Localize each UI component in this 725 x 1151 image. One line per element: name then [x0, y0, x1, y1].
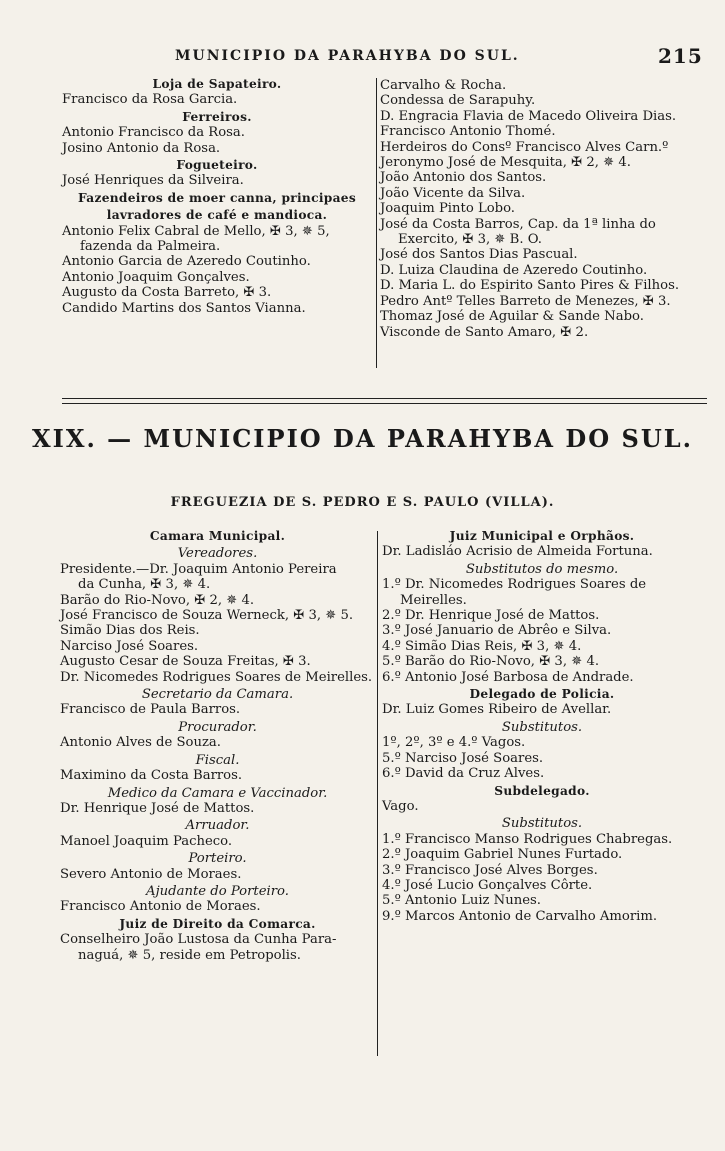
bottom-left-line: Presidente.—Dr. Joaquim Antonio Pereira [60, 561, 337, 577]
bottom-right-line: 2.º Joaquim Gabriel Nunes Furtado. [382, 847, 623, 863]
top-left-line: fazenda da Palmeira. [80, 239, 221, 255]
bottom-right-subheading: Substitutos do mesmo. [465, 561, 619, 577]
bottom-left-line: Augusto Cesar de Souza Freitas, ✠ 3. [60, 654, 311, 670]
bottom-left-subheading: Procurador. [178, 719, 257, 735]
bottom-left-heading: Camara Municipal. [149, 529, 286, 543]
bottom-left-line: Dr. Nicomedes Rodrigues Soares de Meirelles. [60, 669, 373, 685]
bottom-left-column [60, 529, 375, 963]
page-number: 215 [658, 44, 703, 68]
top-left-heading: Ferreiros. [182, 109, 252, 124]
bottom-right-heading: Subdelegado. [494, 783, 590, 798]
top-right-line: Joaquim Pinto Lobo. [380, 201, 515, 217]
top-left-line: Candido Martins dos Santos Vianna. [62, 300, 306, 316]
column-divider-bottom [377, 531, 378, 1056]
bottom-right-heading: Delegado de Policia. [469, 687, 615, 702]
bottom-right-line: 5.º Barão do Rio-Novo, ✠ 3, ✵ 4. [382, 654, 600, 670]
bottom-left-line: Severo Antonio de Moraes. [60, 866, 242, 882]
bottom-right-line: Meirelles. [400, 592, 467, 608]
top-left-heading: Fazendeiros de moer canna, principaes [78, 190, 356, 205]
top-left-line: Augusto da Costa Barreto, ✠ 3. [62, 285, 272, 301]
bottom-left-subheading: Medico da Camara e Vaccinador. [107, 785, 328, 801]
bottom-right-line: Dr. Luiz Gomes Ribeiro de Avellar. [382, 702, 612, 718]
bottom-left-line: José Francisco de Souza Werneck, ✠ 3, ✵ 5. [60, 608, 354, 624]
top-left-line: Josino Antonio da Rosa. [62, 140, 221, 156]
top-right-line: Pedro Antº Telles Barreto de Menezes, ✠ 3. [380, 293, 671, 309]
bottom-left-line: Narciso José Soares. [60, 638, 199, 654]
bottom-right-line: 6.º Antonio José Barbosa de Andrade. [382, 669, 634, 685]
bottom-left-subheading: Ajudante do Porteiro. [146, 883, 289, 899]
bottom-left-heading: Juiz de Direito da Comarca. [119, 916, 316, 931]
top-right-line: Thomaz José de Aguilar & Sande Nabo. [380, 309, 644, 325]
top-left-column [62, 77, 372, 316]
top-right-line: José da Costa Barros, Cap. da 1ª linha do [380, 216, 656, 232]
bottom-right-subheading: Substitutos. [501, 816, 583, 832]
running-head: MUNICIPIO DA PARAHYBA DO SUL. [175, 48, 520, 64]
bottom-right-heading: Juiz Municipal e Orphãos. [449, 529, 635, 543]
top-left-heading: Fogueteiro. [176, 158, 258, 173]
top-right-line: Jeronymo José de Mesquita, ✠ 2, ✵ 4. [380, 155, 631, 171]
top-right-line: João Vicente da Silva. [380, 185, 526, 201]
bottom-left-line: naguá, ✵ 5, reside em Petropolis. [78, 947, 301, 963]
bottom-right-subheading: Substitutos. [501, 719, 583, 735]
top-right-line: Exercito, ✠ 3, ✵ B. O. [398, 232, 542, 248]
bottom-right-line: Vago. [382, 798, 419, 814]
top-left-line: Antonio Joaquim Gonçalves. [62, 269, 250, 285]
top-left-line: Antonio Garcia de Azeredo Coutinho. [62, 254, 311, 270]
bottom-left-line: da Cunha, ✠ 3, ✵ 4. [78, 577, 211, 593]
section-title: XIX. — MUNICIPIO DA PARAHYBA DO SUL. [32, 424, 693, 453]
bottom-right-line: 3.º José Januario de Abrêo e Silva. [382, 623, 612, 639]
double-rule-bottom [62, 403, 707, 404]
top-left-line: Antonio Francisco da Rosa. [62, 125, 245, 141]
top-left-line: Francisco da Rosa Garcia. [62, 92, 238, 108]
bottom-left-line: Maximino da Costa Barros. [60, 768, 243, 784]
bottom-right-line: 5.º Narciso José Soares. [382, 750, 544, 766]
bottom-left-subheading: Porteiro. [188, 851, 247, 867]
top-right-line: José dos Santos Dias Pascual. [380, 247, 578, 263]
bottom-left-line: Conselheiro João Lustosa da Cunha Para- [60, 932, 337, 948]
bottom-right-line: 5.º Antonio Luiz Nunes. [382, 893, 541, 909]
bottom-right-line: Dr. Ladisláo Acrisio de Almeida Fortuna. [382, 544, 653, 560]
bottom-right-column [382, 529, 702, 924]
top-right-column [380, 78, 700, 340]
bottom-left-subheading: Fiscal. [195, 752, 240, 768]
bottom-left-subheading: Vereadores. [177, 546, 258, 562]
bottom-right-line: 4.º Simão Dias Reis, ✠ 3, ✵ 4. [382, 638, 582, 654]
top-right-line: Carvalho & Rocha. [380, 78, 507, 93]
bottom-right-line: 9.º Marcos Antonio de Carvalho Amorim. [382, 908, 658, 924]
bottom-left-line: Antonio Alves de Souza. [60, 735, 221, 751]
bottom-left-line: Manoel Joaquim Pacheco. [60, 833, 233, 849]
bottom-left-line: Dr. Henrique José de Mattos. [60, 800, 255, 816]
bottom-left-line: Francisco Antonio de Moraes. [60, 899, 261, 915]
top-right-line: D. Luiza Claudina de Azeredo Coutinho. [380, 262, 648, 278]
double-rule-top [62, 398, 707, 399]
bottom-left-subheading: Arruador. [185, 818, 250, 834]
bottom-right-line: 1.º Dr. Nicomedes Rodrigues Soares de [382, 577, 647, 593]
bottom-left-line: Francisco de Paula Barros. [60, 702, 241, 718]
bottom-left-line: Barão do Rio-Novo, ✠ 2, ✵ 4. [60, 592, 255, 608]
bottom-right-line: 3.º Francisco José Alves Borges. [382, 862, 598, 878]
top-right-line: D. Maria L. do Espirito Santo Pires & Filhos. [380, 278, 680, 294]
freguezia-heading: FREGUEZIA DE S. PEDRO E S. PAULO (VILLA). [170, 495, 555, 510]
bottom-right-line: 1º, 2º, 3º e 4.º Vagos. [382, 735, 526, 751]
top-right-line: João Antonio dos Santos. [380, 170, 547, 186]
top-right-line: D. Engracia Flavia de Macedo Oliveira Dias. [380, 108, 677, 124]
top-right-line: Condessa de Sarapuhy. [380, 93, 536, 109]
top-left-heading: Loja de Sapateiro. [152, 77, 282, 91]
column-divider-top [376, 78, 377, 368]
bottom-right-line: 2.º Dr. Henrique José de Mattos. [382, 608, 600, 624]
top-left-heading: lavradores de café e mandioca. [106, 208, 328, 223]
top-left-line: José Henriques da Silveira. [62, 173, 244, 189]
bottom-left-subheading: Secretario da Camara. [141, 687, 294, 703]
bottom-left-line: Simão Dias dos Reis. [60, 623, 200, 639]
bottom-right-line: 6.º David da Cruz Alves. [382, 766, 545, 782]
top-right-line: Visconde de Santo Amaro, ✠ 2. [380, 324, 589, 340]
top-right-line: Herdeiros do Consº Francisco Alves Carn.º [380, 139, 669, 155]
top-left-line: Antonio Felix Cabral de Mello, ✠ 3, ✵ 5, [62, 223, 330, 239]
top-right-line: Francisco Antonio Thomé. [380, 124, 556, 140]
bottom-right-line: 4.º José Lucio Gonçalves Côrte. [382, 877, 593, 893]
bottom-right-line: 1.º Francisco Manso Rodrigues Chabregas. [382, 831, 673, 847]
